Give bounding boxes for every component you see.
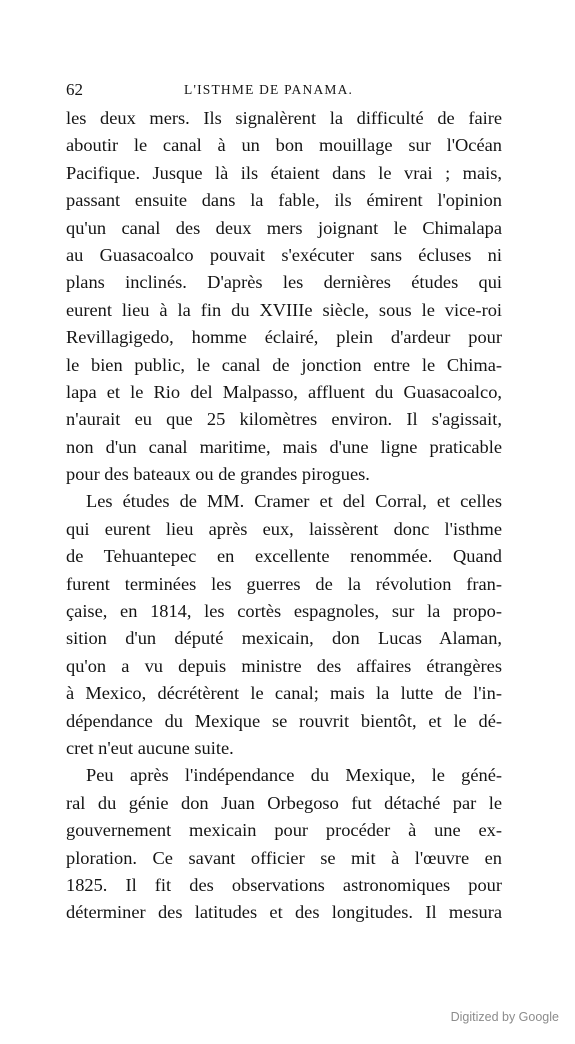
text-line: ral du génie don Juan Orbegoso fut détaché par le — [66, 792, 502, 813]
text-line: à Mexico, décrétèrent le canal; mais la lutte de l'in- — [66, 683, 502, 704]
text-line: ploration. Ce savant officier se mit à l'œuvre en — [66, 847, 502, 868]
text-line: non d'un canal maritime, mais d'une ligne praticable — [66, 436, 502, 457]
text-line: qu'on a vu depuis ministre des affaires étrangères — [66, 655, 502, 676]
page-number: 62 — [66, 80, 83, 99]
text-line: gouvernement mexicain pour procéder à une ex- — [66, 820, 502, 841]
text-line: passant ensuite dans la fable, ils émirent l'opinion — [66, 190, 502, 211]
text-line: aboutir le canal à un bon mouillage sur l'Océan — [66, 135, 502, 156]
text-line: qui eurent lieu après eux, laissèrent donc l'isthme — [66, 518, 502, 539]
text-line: lapa et le Rio del Malpasso, affluent du Guasacoalco, — [66, 381, 502, 402]
digitization-watermark: Digitized by Google — [450, 1010, 559, 1024]
text-line: au Guasacoalco pouvait s'exécuter sans écluses ni — [66, 244, 502, 265]
paragraph-start-line: Peu après l'indépendance du Mexique, le géné- — [86, 765, 502, 786]
text-line: Pacifique. Jusque là ils étaient dans le vrai ; mais, — [66, 162, 502, 183]
text-line: sition d'un député mexicain, don Lucas Alaman, — [66, 628, 502, 649]
text-line: çaise, en 1814, les cortès espagnoles, sur la propo- — [66, 601, 502, 622]
text-line: déterminer des latitudes et des longitudes. Il mesura — [66, 902, 502, 923]
running-title: L'ISTHME DE PANAMA. — [184, 82, 354, 97]
body-text — [66, 105, 502, 927]
text-line: Revillagigedo, homme éclairé, plein d'ardeur pour — [66, 327, 502, 348]
paragraph-end-line: cret n'eut aucune suite. — [66, 737, 234, 758]
text-line: de Tehuantepec en excellente renommée. Quand — [66, 546, 502, 567]
text-line: furent terminées les guerres de la révolution fran- — [66, 573, 502, 594]
text-line: plans inclinés. D'après les dernières études qui — [66, 272, 502, 293]
text-line: dépendance du Mexique se rouvrit bientôt, et le dé- — [66, 710, 502, 731]
text-line: les deux mers. Ils signalèrent la difficulté de faire — [66, 108, 502, 128]
paragraph-end-line: pour des bateaux ou de grandes pirogues. — [66, 464, 370, 485]
text-line: 1825. Il fit des observations astronomiques pour — [66, 874, 502, 895]
text-line: n'aurait eu que 25 kilomètres environ. Il s'agissait, — [66, 409, 502, 430]
paragraph-start-line: Les études de MM. Cramer et del Corral, et celles — [86, 491, 502, 512]
text-line: le bien public, le canal de jonction entre le Chima- — [66, 354, 502, 375]
text-line: qu'un canal des deux mers joignant le Chimalapa — [66, 217, 502, 238]
page-header — [66, 80, 504, 100]
text-line: eurent lieu à la fin du XVIIIe siècle, sous le vice-roi — [66, 299, 502, 320]
